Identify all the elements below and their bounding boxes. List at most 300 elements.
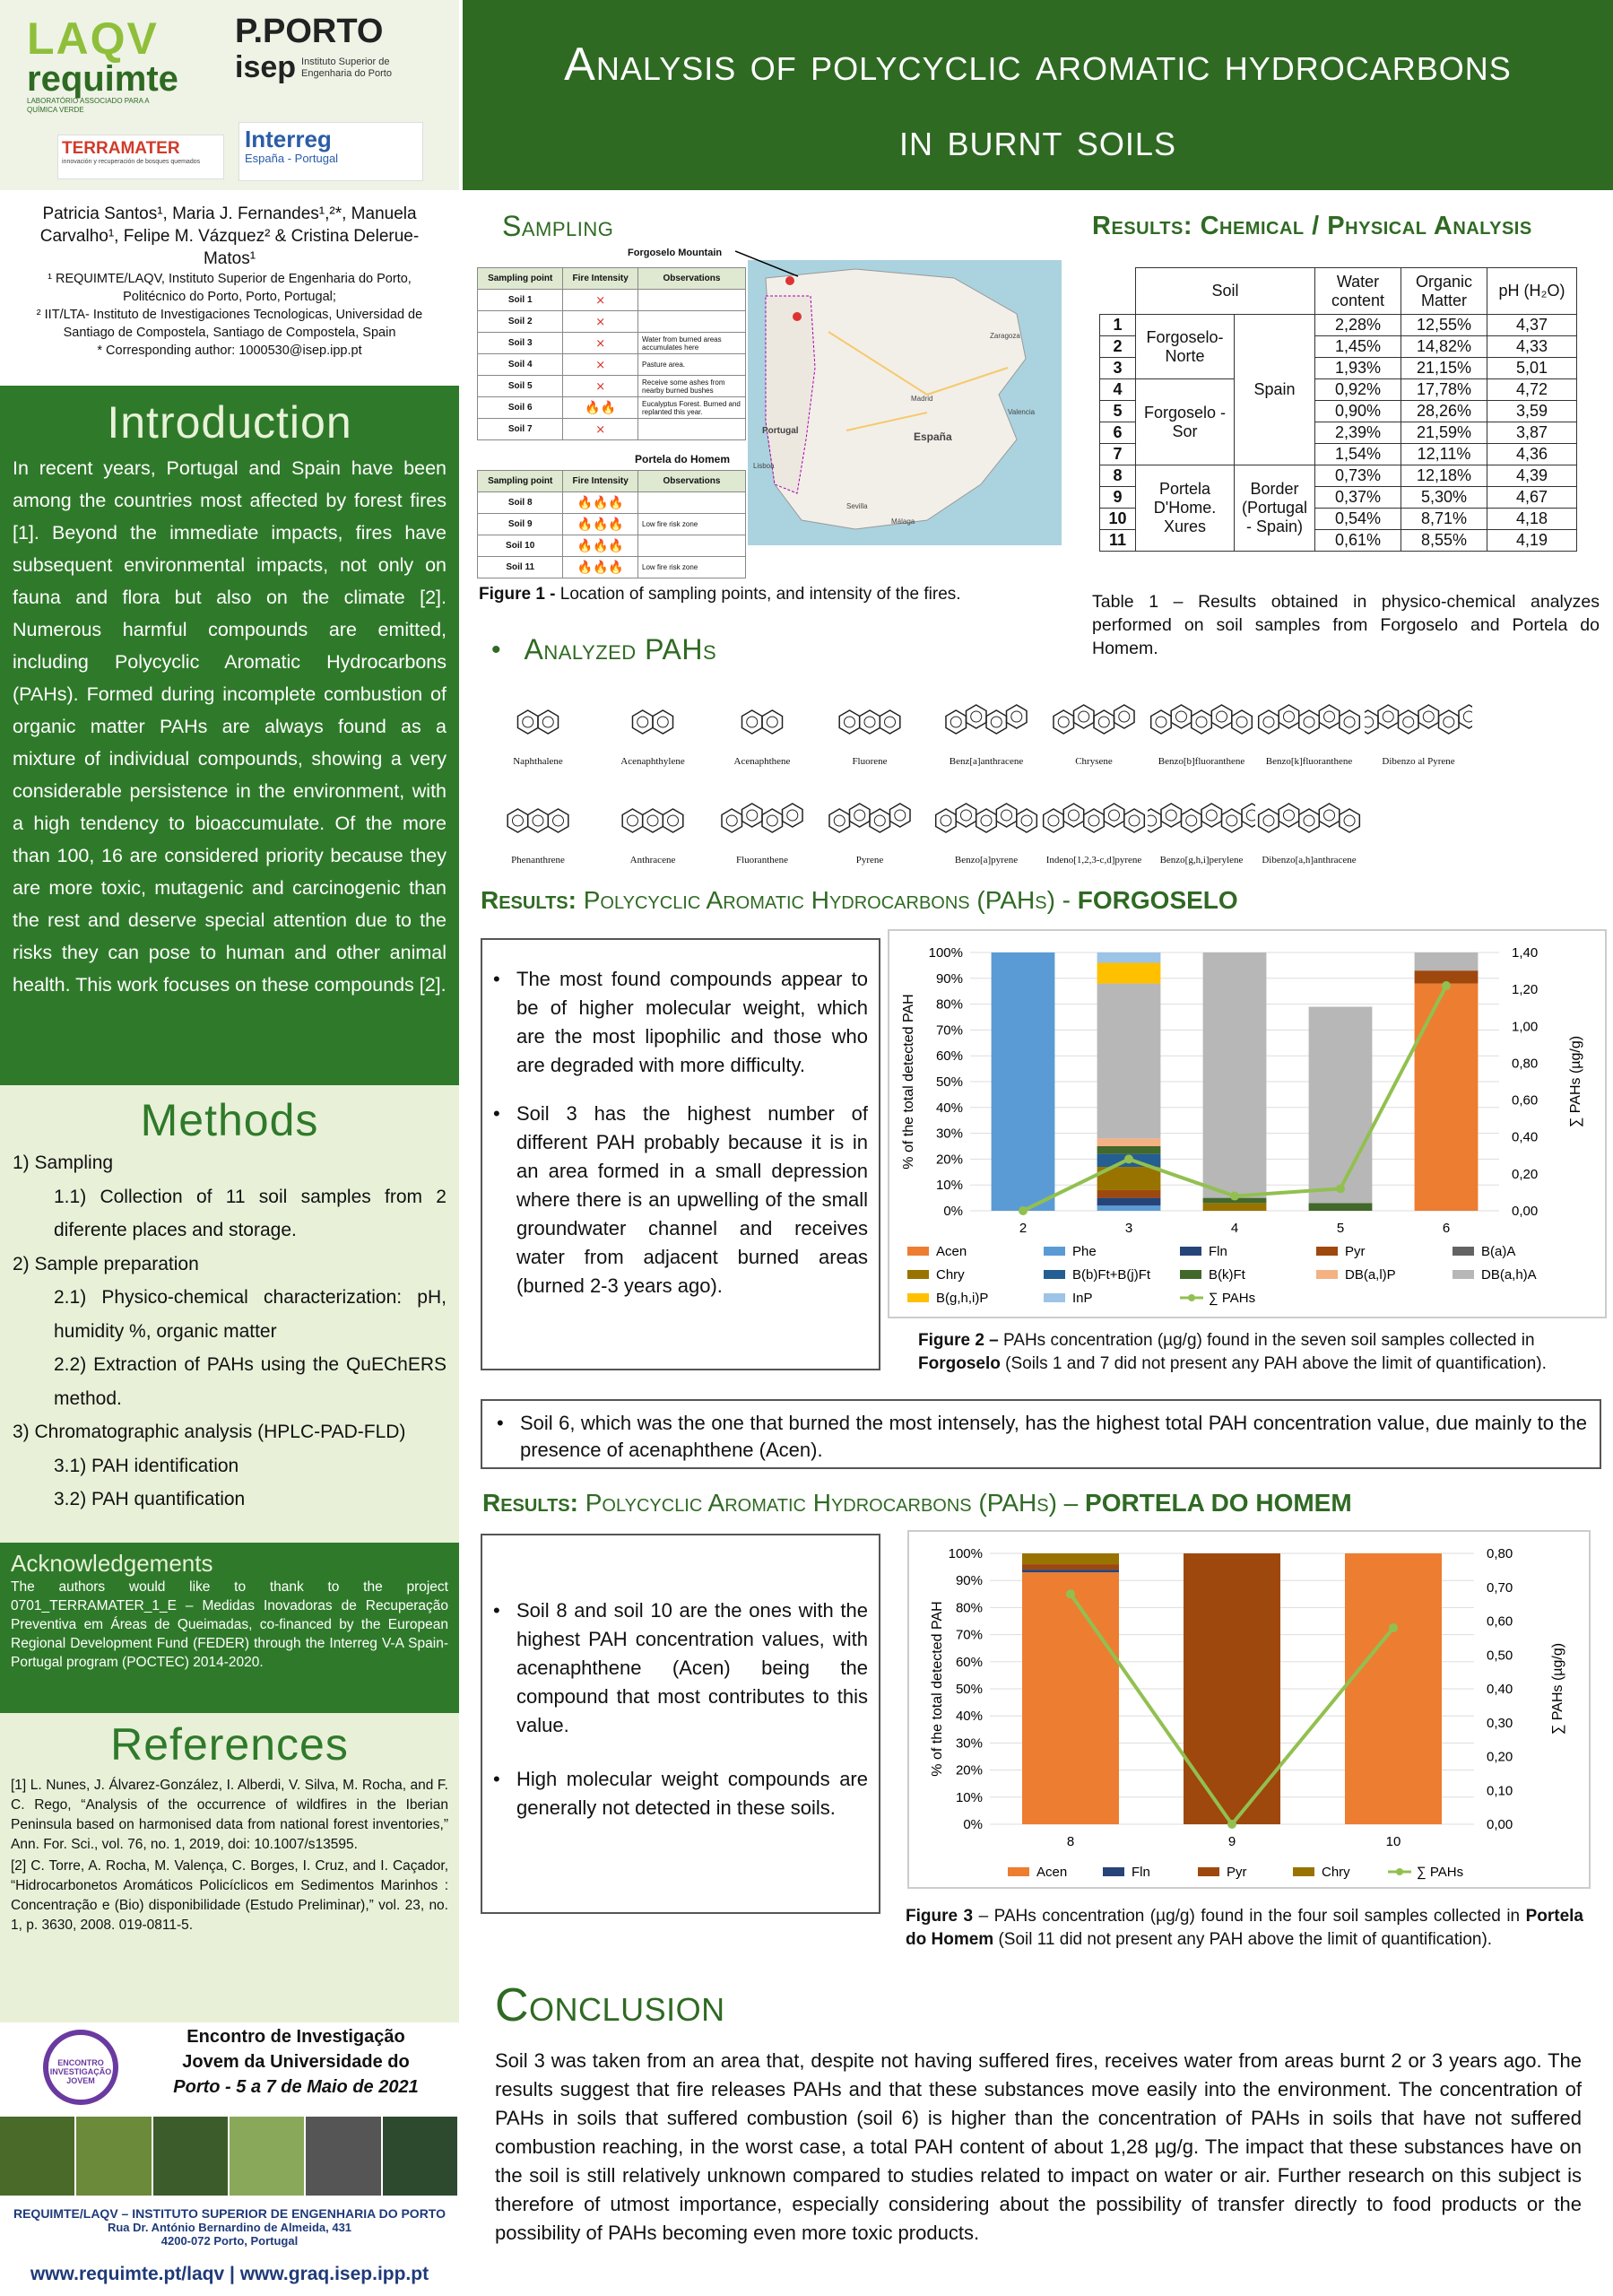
sampling-row — [478, 492, 746, 514]
methods-title: Methods — [140, 1095, 319, 1145]
bar-segment — [1097, 984, 1161, 1139]
y2-tick-label: 1,00 — [1512, 1019, 1539, 1035]
y2-tick-label: 0,80 — [1487, 1546, 1513, 1561]
legend-swatch — [1180, 1270, 1201, 1279]
meeting-line-3: Porto - 5 a 7 de Maio de 2021 — [173, 2077, 419, 2097]
pah-name: Acenaphthylene — [620, 756, 685, 767]
legend-label: Acen — [1036, 1865, 1068, 1880]
table-cell: 4,37 — [1487, 315, 1577, 336]
analyzed-pahs-title: • Analyzed PAHs — [491, 633, 717, 665]
y-tick-label: 80% — [955, 1600, 983, 1616]
figure-1-caption: Figure 1 - Location of sampling points, and intensity of the fires. — [479, 585, 961, 604]
poster-title: Analysis of polycyclic aromatic hydrocarbons in burnt soils — [564, 39, 1512, 166]
affiliation-2: ² IIT/LTA- Instituto de Investigaciones Tecnologicas, Universidad de Santiago de Compostela, Santiago de Compostela, Spain — [36, 308, 423, 340]
poster-header — [463, 0, 1613, 190]
fire-intensity-icon: 🔥🔥🔥 — [563, 514, 638, 535]
table-cell: 0,37% — [1315, 487, 1401, 509]
forgoselo-bullets — [481, 938, 880, 1370]
bar-segment — [1203, 952, 1267, 1198]
table-cell: 1,93% — [1315, 358, 1401, 379]
figure-2-chart — [888, 929, 1607, 1318]
soil-number: 8 — [1100, 465, 1136, 487]
pah-name: Dibenzo al Pyrene — [1382, 756, 1455, 767]
legend-swatch — [1316, 1247, 1338, 1256]
sampling-point: Soil 11 — [478, 557, 563, 578]
soil-number: 3 — [1100, 358, 1136, 379]
method-item: 3.1) PAH identification — [54, 1455, 239, 1476]
sampling-point: Soil 7 — [478, 419, 563, 440]
photo — [0, 2117, 76, 2196]
y2-tick-label: 1,20 — [1512, 982, 1539, 998]
table-cell: 3,87 — [1487, 422, 1577, 444]
table-row — [1100, 465, 1577, 487]
y-tick-label: 100% — [928, 945, 963, 961]
y-tick-label: 90% — [955, 1573, 983, 1589]
pah-structure — [599, 789, 707, 865]
legend-label: Pyr — [1227, 1865, 1247, 1880]
y-axis-label: % of the total detected PAH — [901, 994, 916, 1170]
x-tick-label: 3 — [1124, 1221, 1133, 1236]
authors-block — [0, 190, 459, 386]
pah-structure — [1255, 789, 1363, 865]
acknowledgements-text: The authors would like to thank to the project 0701_TERRAMATER_1_E – Medidas Inovadoras de Recuperação Preventiva em Áreas de Queimadas, co-financed by the European Regional Development Fund (FEDER) through the Interreg V-A Spain-Portugal program (POCTEC) 2014-2020. — [11, 1579, 448, 1670]
y2-axis-label: ∑ PAHs (µg/g) — [1568, 1035, 1583, 1128]
bar-segment — [1309, 1203, 1373, 1211]
pah-structure — [1255, 691, 1363, 767]
sum-point — [1442, 981, 1451, 990]
conclusion-text: Soil 3 was taken from an area that, despite not having suffered fires, receives water from areas burnt 2 or 3 years ago. The results suggest that fire releases PAHs and that these substances move easily into the environment. The concentration of PAHs in soils that suffered combustion (soil 6) is higher than the concentration of PAHs in soils that have not suffered combustion reaching, in the worst case, a total PAH content of about 1,28 µg/g. The impact that these substances have on the soil is still relatively unknown compared to studies related to impact on water or air. Further research on this subject is therefore of utmost importance, especially considering about the possibility of transfer directly to food products or the possibility of PAHs becoming even more toxic products. — [495, 2049, 1582, 2244]
sampling-row — [478, 376, 746, 397]
y-tick-label: 60% — [935, 1048, 963, 1065]
laqv-logo: LAQV requimte LABORATÓRIO ASSOCIADO PARA A QUÍMICA VERDE — [27, 13, 178, 114]
bar-segment — [1022, 1553, 1119, 1564]
sampling-point: Soil 2 — [478, 311, 563, 333]
table-cell: 5,30% — [1401, 487, 1487, 509]
legend-swatch — [907, 1293, 929, 1302]
y-tick-label: 50% — [955, 1682, 983, 1697]
sampling-point: Soil 8 — [478, 492, 563, 514]
legend-label: DB(a,l)P — [1345, 1267, 1396, 1283]
table-cell: 8,71% — [1401, 509, 1487, 530]
sampling-row — [478, 354, 746, 376]
forgoselo-label: Forgoselo Mountain — [628, 248, 723, 258]
introduction-text: In recent years, Portugal and Spain have been among the countries most affected by forest fires [1]. Beyond the immediate impacts, fires have subsequent environmental impacts, not only on fauna and flora but also on the climate [2]. Numerous harmful compounds are emitted, including Polycyclic Aromatic Hydrocarbons (PAHs). Formed during incomplete combustion of organic matter PAHs are always found as a mixture of individual compounds, showing a very considerable persistence in the environment, with a high tendency to bioaccumulate. Of the more than 100, 16 are considered priority because they are more toxic, mutagenic and carcinogenic than the rest and deserve special attention due to the risks they can pose to human and other animal health. This work focuses on these compounds [2]. — [13, 457, 447, 996]
y-tick-label: 30% — [935, 1126, 963, 1142]
sampling-row — [478, 557, 746, 578]
x-tick-label: 10 — [1385, 1834, 1401, 1849]
sum-point — [1227, 1820, 1236, 1829]
table-cell: 12,55% — [1401, 315, 1487, 336]
y2-tick-label: 0,80 — [1512, 1056, 1539, 1072]
table-cell: 17,78% — [1401, 379, 1487, 401]
pah-name: Benzo[g,h,i]perylene — [1159, 855, 1244, 865]
map-svg — [748, 260, 1062, 545]
physico-chemical-table: Soil Water content Organic Matter pH (H₂O) 1 Forgoselo-Norte Spain 2,28% 12,55% 4,37 2 1,45% 14,82% 4,33 3 1,93% 21,15% 5,01 4 Forgoselo - Sor 0,92% 17,78% 4,72 5 0,90% 28,26% 3,59 6 2,39% 21,59% 3,87 7 1,54% 12,11% 4,36 8 Portela D'Home. Xures Border (Portugal - Spain) 0,73% 12,18% 4,39 9 0,37% 5,30% 4,67 10 0,54% 8,71% 4,18 11 0,61% 8,55% 4,19 — [1099, 267, 1577, 552]
method-item: 2.2) Extraction of PAHs using the QuEChERS method. — [54, 1354, 447, 1409]
logo-area — [0, 0, 459, 190]
sampling-title: Sampling — [502, 210, 614, 242]
pah-name: Benz[a]anthracene — [949, 756, 1024, 767]
sampling-point: Soil 4 — [478, 354, 563, 376]
table-row — [1100, 315, 1577, 336]
legend-swatch — [1316, 1270, 1338, 1279]
photo-strip — [0, 2117, 459, 2196]
table-cell: 4,18 — [1487, 509, 1577, 530]
y-tick-label: 40% — [955, 1709, 983, 1725]
pah-name: Fluoranthene — [735, 855, 789, 865]
fire-intensity-icon: ⨯ — [563, 354, 638, 376]
figure-3-chart — [907, 1530, 1591, 1889]
legend-label: Pyr — [1345, 1244, 1366, 1259]
table-cell: 14,82% — [1401, 336, 1487, 358]
y-tick-label: 70% — [955, 1627, 983, 1643]
table-cell: 21,59% — [1401, 422, 1487, 444]
table-cell: 2,39% — [1315, 422, 1401, 444]
soil-number: 7 — [1100, 444, 1136, 465]
terramater-logo: TERRAMATER innovación y recuperación de bosques quemados — [57, 135, 224, 179]
sum-point — [1389, 1623, 1398, 1632]
observation — [638, 311, 746, 333]
bar-segment — [992, 952, 1055, 1211]
soil-number: 9 — [1100, 487, 1136, 509]
footer-website[interactable]: www.requimte.pt/laqv | www.graq.isep.ipp.pt — [30, 2264, 429, 2284]
observation — [638, 535, 746, 557]
y2-tick-label: 1,40 — [1512, 945, 1539, 961]
observation: Low fire risk zone — [638, 557, 746, 578]
author-names: Patricia Santos¹, Maria J. Fernandes¹,²*, Manuela Carvalho¹, Felipe M. Vázquez² & Cristina Delerue-Matos¹ — [39, 204, 420, 268]
pah-name: Pyrene — [855, 855, 884, 865]
legend-swatch — [1044, 1270, 1065, 1279]
forgoselo-note — [481, 1399, 1601, 1469]
soil-number: 1 — [1100, 315, 1136, 336]
fire-intensity-icon: 🔥🔥 — [563, 397, 638, 419]
legend-label: B(b)Ft+B(j)Ft — [1072, 1267, 1151, 1283]
bullet: • Soil 8 and soil 10 are the ones with the highest PAH concentration values, with acenaphthene (Acen) being the compound that most contributes to this value. — [516, 1596, 868, 1740]
y2-tick-label: 0,20 — [1487, 1749, 1513, 1765]
y-tick-label: 60% — [955, 1654, 983, 1670]
fire-intensity-icon: 🔥🔥🔥 — [563, 557, 638, 578]
y-tick-label: 20% — [935, 1152, 963, 1168]
y-tick-label: 80% — [935, 996, 963, 1013]
sampling-row — [478, 419, 746, 440]
meeting-banner — [0, 2022, 459, 2117]
legend-label: DB(a,h)A — [1481, 1267, 1537, 1283]
method-item: 2.1) Physico-chemical characterization: pH, humidity %, organic matter — [54, 1287, 447, 1342]
portela-bullets — [481, 1534, 880, 1914]
meeting-line-2: Jovem da Universidade do — [182, 2052, 410, 2072]
sum-point — [1230, 1192, 1239, 1201]
acknowledgements-section — [0, 1543, 459, 1713]
soil-number: 11 — [1100, 530, 1136, 552]
sampling-point: Soil 10 — [478, 535, 563, 557]
legend-label: Acen — [936, 1244, 967, 1259]
y-tick-label: 0% — [963, 1817, 983, 1832]
bar-segment — [1097, 952, 1161, 963]
pah-structure — [708, 691, 816, 767]
table-cell: 21,15% — [1401, 358, 1487, 379]
legend-label: InP — [1072, 1291, 1093, 1306]
introduction-section — [0, 386, 459, 1085]
map-label-zaragoza: Zaragoza — [990, 332, 1020, 340]
y-tick-label: 90% — [935, 970, 963, 987]
legend-swatch — [907, 1247, 929, 1256]
bar-segment — [1022, 1564, 1119, 1570]
legend-swatch — [1103, 1867, 1124, 1876]
results-table-title: Results: Chemical / Physical Analysis — [1092, 212, 1532, 240]
method-item: 1) Sampling — [13, 1152, 114, 1173]
y2-tick-label: 0,60 — [1487, 1613, 1513, 1630]
map-label-madrid: Madrid — [911, 395, 933, 403]
observation: Receive some ashes from nearby burned bushes — [638, 376, 746, 397]
pah-name: Fluorene — [852, 756, 888, 767]
portela-chart-svg — [909, 1532, 1589, 1887]
table-cell: 28,26% — [1401, 401, 1487, 422]
map-label-malaga: Málaga — [891, 517, 915, 526]
legend-swatch — [907, 1270, 929, 1279]
y-tick-label: 40% — [935, 1100, 963, 1116]
y2-tick-label: 0,30 — [1487, 1715, 1513, 1731]
figure-2-caption: Figure 2 – PAHs concentration (µg/g) found in the seven soil samples collected in Forgoselo (Soils 1 and 7 did not present any PAH above the limit of quantification). — [918, 1331, 1547, 1373]
pporto-logo: P.PORTO isep Instituto Superior de Engenharia do Porto — [235, 13, 392, 84]
footer-address-2: 4200-072 Porto, Portugal — [160, 2234, 299, 2248]
legend-swatch — [1044, 1247, 1065, 1256]
forgoselo-title: Results: Polycyclic Aromatic Hydrocarbons (PAHs) - FORGOSELO — [481, 886, 1238, 914]
table-cell: 4,36 — [1487, 444, 1577, 465]
observation — [638, 290, 746, 311]
table-cell: 1,45% — [1315, 336, 1401, 358]
y2-tick-label: 0,40 — [1512, 1129, 1539, 1145]
pah-name: Naphthalene — [513, 756, 563, 767]
table-cell: 0,90% — [1315, 401, 1401, 422]
x-tick-label: 2 — [1019, 1221, 1028, 1236]
bullet: • Soil 3 has the highest number of different PAH probably because it is in an area formed in a small depression where there is an upwelling of the small groundwater channel and receives water from adjacent burned areas (burned 2-3 years ago). — [516, 1100, 868, 1300]
legend-swatch — [1188, 1294, 1195, 1301]
bullet: • The most found compounds appear to be of higher molecular weight, which are the most lipophilic and those who are degraded with more difficulty. — [516, 965, 868, 1080]
sampling-table-portela: Sampling point Fire Intensity Observations Soil 8 🔥🔥🔥 Soil 9 🔥🔥🔥 Low fire risk zone Soil 10 🔥🔥🔥 Soil 11 🔥🔥🔥 Low fire risk zone — [477, 470, 746, 578]
reference-1: [1] L. Nunes, J. Álvarez-González, I. Alberdi, V. Silva, M. Rocha, and F. C. Rego, “Analysis of the occurrence of wildfires in the Iberian Peninsula based on harmonised data from national forest inventories,” Ann. For. Sci., vol. 76, no. 1, 2019, doi: 10.1007/s13595. — [11, 1778, 448, 1852]
legend-swatch — [1453, 1270, 1474, 1279]
sampling-row — [478, 535, 746, 557]
portela-marker — [793, 312, 802, 321]
y2-axis-label: ∑ PAHs (µg/g) — [1550, 1642, 1565, 1735]
bar-segment — [1415, 984, 1479, 1211]
table-cell: 12,11% — [1401, 444, 1487, 465]
pah-structure — [708, 789, 816, 865]
legend-label: Phe — [1072, 1244, 1097, 1259]
references-section — [0, 1713, 459, 2027]
methods-section — [0, 1085, 459, 1543]
x-tick-label: 6 — [1442, 1221, 1451, 1236]
y-tick-label: 70% — [935, 1022, 963, 1039]
bar-segment — [1097, 1198, 1161, 1206]
table-1-caption: Table 1 – Results obtained in physico-chemical analyzes performed on soil samples from Forgoselo and Portela do Homem. — [1092, 592, 1600, 658]
sum-point — [1124, 1154, 1133, 1163]
sampling-row — [478, 311, 746, 333]
legend-swatch — [1008, 1867, 1029, 1876]
sampling-row — [478, 514, 746, 535]
photo — [153, 2117, 230, 2196]
map-label-portugal: Portugal — [762, 426, 799, 436]
legend-swatch — [1293, 1867, 1314, 1876]
country: Spain — [1235, 315, 1315, 465]
pah-structure — [1148, 789, 1255, 865]
table-cell: 0,73% — [1315, 465, 1401, 487]
sampling-point: Soil 9 — [478, 514, 563, 535]
pah-structure — [1365, 691, 1472, 767]
table-cell: 1,54% — [1315, 444, 1401, 465]
soil-number: 10 — [1100, 509, 1136, 530]
table-cell: 4,33 — [1487, 336, 1577, 358]
footer-address-1: Rua Dr. António Bernardino de Almeida, 431 — [107, 2221, 352, 2234]
table-cell: 0,54% — [1315, 509, 1401, 530]
sum-point — [1066, 1589, 1075, 1598]
bar-segment — [1345, 1553, 1442, 1824]
y2-tick-label: 0,70 — [1487, 1579, 1513, 1596]
legend-label: B(g,h,i)P — [936, 1291, 989, 1306]
pah-name: Benzo[k]fluoranthene — [1265, 756, 1353, 767]
table-cell: 0,61% — [1315, 530, 1401, 552]
sum-point — [1336, 1184, 1345, 1193]
observation: Water from burned areas accumulates here — [638, 333, 746, 354]
table-cell: 12,18% — [1401, 465, 1487, 487]
portela-title: Results: Polycyclic Aromatic Hydrocarbons (PAHs) – PORTELA DO HOMEM — [482, 1489, 1352, 1517]
forgoselo-chart-svg — [889, 931, 1605, 1317]
fire-intensity-icon: ⨯ — [563, 376, 638, 397]
legend-label: B(k)Ft — [1209, 1267, 1245, 1283]
sampling-point: Soil 3 — [478, 333, 563, 354]
legend-label: ∑ PAHs — [1417, 1865, 1464, 1880]
y2-tick-label: 0,20 — [1512, 1166, 1539, 1182]
y-axis-label: % of the total detected PAH — [930, 1601, 945, 1777]
observation — [638, 492, 746, 514]
soil-number: 4 — [1100, 379, 1136, 401]
y-tick-label: 10% — [955, 1789, 983, 1805]
legend-swatch — [1453, 1247, 1474, 1256]
footer-institution: REQUIMTE/LAQV – INSTITUTO SUPERIOR DE ENGENHARIA DO PORTO — [13, 2206, 446, 2221]
pah-structure — [816, 789, 924, 865]
pah-structure — [1040, 691, 1148, 767]
observation: Low fire risk zone — [638, 514, 746, 535]
legend-swatch — [1396, 1868, 1403, 1875]
bullet: • High molecular weight compounds are generally not detected in these soils. — [516, 1765, 868, 1822]
y2-tick-label: 0,60 — [1512, 1092, 1539, 1109]
bar-segment — [1022, 1570, 1119, 1572]
figure-3-caption: Figure 3 – PAHs concentration (µg/g) found in the four soil samples collected in Portela do Homem (Soil 11 did not present any PAH above the limit of quantification). — [906, 1907, 1583, 1949]
country: Border (Portugal - Spain) — [1235, 465, 1315, 552]
corresponding-author: * Corresponding author: 1000530@isep.ipp.pt — [97, 344, 362, 358]
note-text: • Soil 6, which was the one that burned the most intensely, has the highest total PAH concentration value, due mainly to the presence of acenaphthene (Acen). — [520, 1410, 1587, 1464]
conclusion-title: Conclusion — [495, 1979, 725, 2031]
pah-structure — [816, 691, 924, 767]
legend-swatch — [1180, 1247, 1201, 1256]
map-label-valencia: Valencia — [1008, 408, 1036, 416]
table-cell: 8,55% — [1401, 530, 1487, 552]
map-label-espana: España — [914, 430, 952, 443]
table-cell: 0,92% — [1315, 379, 1401, 401]
fire-intensity-icon: 🔥🔥🔥 — [563, 535, 638, 557]
bar-segment — [1097, 963, 1161, 984]
bar-segment — [1203, 1203, 1267, 1211]
y2-tick-label: 0,10 — [1487, 1783, 1513, 1799]
fire-intensity-icon: ⨯ — [563, 311, 638, 333]
footer — [0, 2196, 459, 2296]
pah-structure — [484, 789, 592, 865]
site-name: Forgoselo-Norte — [1136, 315, 1235, 379]
method-item: 1.1) Collection of 11 soil samples from 2 diferente places and storage. — [54, 1186, 447, 1240]
table-cell: 5,01 — [1487, 358, 1577, 379]
pah-name: Benzo[b]fluoranthene — [1158, 756, 1245, 767]
y-tick-label: 20% — [955, 1762, 983, 1779]
y-tick-label: 100% — [948, 1546, 983, 1561]
x-tick-label: 8 — [1066, 1834, 1075, 1849]
sampling-point: Soil 1 — [478, 290, 563, 311]
fire-intensity-icon: 🔥🔥🔥 — [563, 492, 638, 514]
x-tick-label: 9 — [1227, 1834, 1236, 1849]
method-item: 3) Chromatographic analysis (HPLC-PAD-FLD) — [13, 1422, 406, 1442]
interreg-logo: Interreg España - Portugal — [238, 122, 423, 181]
portela-label: Portela do Homem — [635, 453, 731, 465]
sampling-point: Soil 6 — [478, 397, 563, 419]
y2-tick-label: 0,00 — [1487, 1817, 1513, 1832]
legend-label: Fln — [1209, 1244, 1227, 1259]
legend-label: Chry — [1322, 1865, 1350, 1880]
soil-number: 6 — [1100, 422, 1136, 444]
bar-segment — [1097, 1146, 1161, 1154]
table-cell: 3,59 — [1487, 401, 1577, 422]
pah-name: Chrysene — [1075, 756, 1113, 767]
bar-segment — [1097, 1138, 1161, 1146]
bar-segment — [1022, 1572, 1119, 1824]
soil-number: 2 — [1100, 336, 1136, 358]
y2-tick-label: 0,40 — [1487, 1682, 1513, 1697]
y-tick-label: 50% — [935, 1074, 963, 1090]
table-cell: 4,67 — [1487, 487, 1577, 509]
observation: Pasture area. — [638, 354, 746, 376]
bar-segment — [1309, 1006, 1373, 1203]
table-row — [1100, 379, 1577, 401]
site-name: Portela D'Home. Xures — [1136, 465, 1235, 552]
site-name: Forgoselo - Sor — [1136, 379, 1235, 465]
sampling-table-forgoselo: Sampling point Fire Intensity Observations Soil 1 ⨯ Soil 2 ⨯ Soil 3 ⨯ Water from burned areas accumulates here Soil 4 ⨯ Pasture area. Soil 5 ⨯ Receive some ashes from nearby burned bushes Soil 6 🔥🔥 Eucalyptus Forest. Burned and replanted this year. Soil 7 ⨯ — [477, 267, 746, 440]
sum-point — [1019, 1206, 1028, 1215]
map-label-sevilla: Sevilla — [846, 502, 868, 510]
sampling-row — [478, 397, 746, 419]
y2-tick-label: 0,50 — [1487, 1648, 1513, 1664]
acknowledgements-title: Acknowledgements — [11, 1550, 213, 1577]
legend-swatch — [1198, 1867, 1219, 1876]
bar-segment — [1415, 952, 1479, 970]
bar-segment — [1097, 1205, 1161, 1211]
pah-structure — [484, 691, 592, 767]
photo — [306, 2117, 382, 2196]
pah-name: Benzo[a]pyrene — [954, 855, 1019, 865]
reference-2: [2] C. Torre, A. Rocha, M. Valença, C. Borges, I. Cruz, and I. Caçador, “Hidrocarbonetos Aromáticos Policíclicos em Sedimentos Marinhos : Concentração e (Bio) disponibilidade (Estudo Preliminar),” vol. 23, no. 1, p. 3630, 2008. 019-0811-5. — [11, 1858, 448, 1933]
x-tick-label: 4 — [1230, 1221, 1239, 1236]
iberia-map — [748, 260, 1062, 545]
y-tick-label: 0% — [943, 1204, 963, 1219]
pah-structure — [599, 691, 707, 767]
table-cell: 4,39 — [1487, 465, 1577, 487]
legend-label: Chry — [936, 1267, 965, 1283]
table-cell: 4,19 — [1487, 530, 1577, 552]
method-item: 2) Sample preparation — [13, 1253, 199, 1274]
pah-name: Acenaphthene — [733, 756, 791, 767]
table-cell: 4,72 — [1487, 379, 1577, 401]
pah-name: Phenanthrene — [511, 855, 565, 865]
map-arrow — [735, 249, 807, 285]
legend-label: Fln — [1132, 1865, 1150, 1880]
pah-name: Indeno[1,2,3-c,d]pyrene — [1045, 855, 1142, 865]
